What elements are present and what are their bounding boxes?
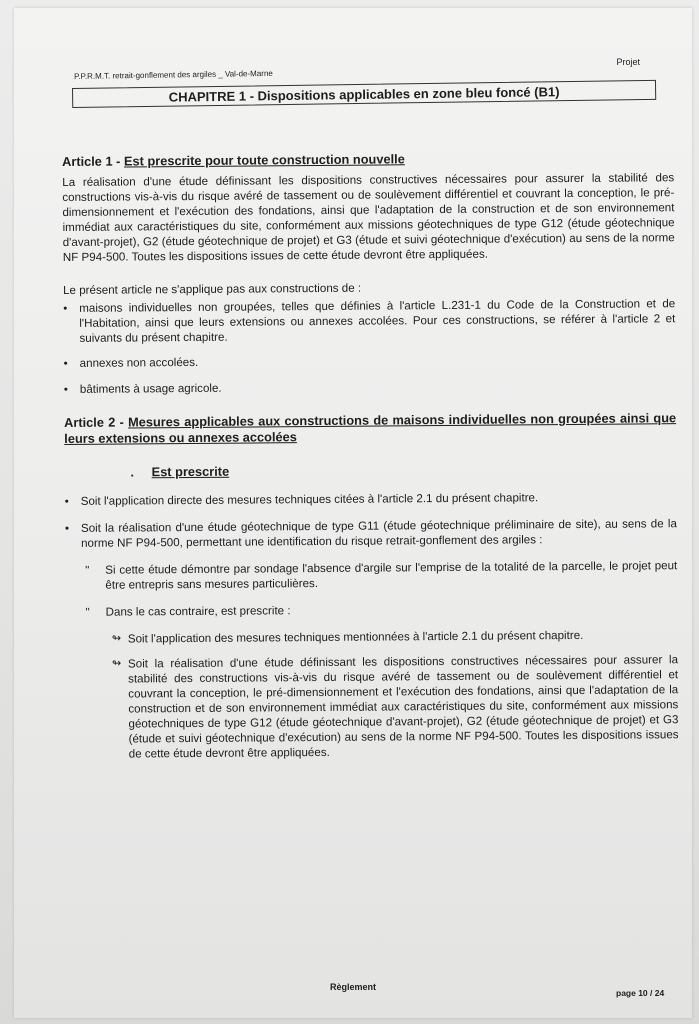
arrow-item-text: Soit la réalisation d'une étude définissant les dispositions constructives nécessaires pour assurer la stabilité des constructions vis-à-vis du risque avéré de tassement ou de soulèvement différentiel et couvrant la conception, le pré-dimensionnement et l'exécution des fondations, ainsi que l'adaptation de la construction et de son environnement immédiat aux caractéristiques du site, conformément aux missions géotechniques de type G12 (étude géotechnique d'avant-projet), G2 (étude géotechnique de projet) et G3 (étude et suivi géotechnique d'exécution) au sens de la norme NF P94-500. Toutes les dispositions issues de cette étude devront être appliquées.: [127, 653, 679, 761]
sub-item-text: Si cette étude démontre par sondage l'absence d'argile sur l'emprise de la totalité de la parcelle, le projet peut être entrepris sans mesures particulières.: [105, 559, 678, 592]
prescription-item: • Soit l'application directe des mesures techniques citées à l'article 2.1 du présent chapitre.: [65, 489, 677, 509]
article-2-number: Article 2 -: [64, 414, 124, 430]
arrow-icon: ↬: [111, 632, 122, 645]
exception-item: • maisons individuelles non groupées, telles que définies à l'article L.231-1 du Code de la Construction et de l'Habitation, ainsi que leurs extensions ou annexes accolées. Pour ces constructions, se référer à l'article 2 et suivants du présent chapitre.: [63, 296, 675, 346]
arrow-item: [112, 652, 679, 761]
sub-item: [85, 558, 677, 593]
article-2-title: Mesures applicables aux constructions de maisons individuelles non groupées ainsi que leurs extensions ou annexes accolées: [64, 410, 677, 446]
article-2-subheading: [64, 460, 676, 480]
sub-item-text: Dans le cas contraire, est prescrite :: [105, 604, 291, 619]
article-1-title: Est prescrite pour toute construction nouvelle: [123, 151, 405, 169]
exception-item: • bâtiments à usage agricole.: [64, 377, 676, 397]
article-2-heading: [64, 410, 676, 447]
article-1-paragraph: La réalisation d'une étude définissant les dispositions constructives nécessaires pour assurer la stabilité des constructions vis-à-vis du risque avéré de tassement ou de soulèvement différentiel et couvrant la conception, le pré-dimensionnement et l'exécution des fondations, ainsi que l'adaptation de la construction et de son environnement immédiat aux caractéristiques du site, conformément aux missions géotechniques de type G12 (étude géotechnique d'avant-projet), G2 (étude géotechnique de projet) et G3 (étude et suivi géotechnique d'exécution) au sens de la norme NF P94-500. Toutes les dispositions issues de cette étude devront être appliquées.: [62, 171, 675, 264]
page-number: page 10 / 24: [616, 988, 665, 998]
subheading-marker: .: [130, 464, 135, 480]
document-subtitle: P.P.R.M.T. retrait-gonflement des argiles _ Val-de-Marne: [74, 68, 273, 81]
chapter-title: CHAPITRE 1 - Dispositions applicables en zone bleu foncé (B1): [72, 80, 656, 108]
prescription-item: • Soit la réalisation d'une étude géotechnique de type G11 (étude géotechnique préliminaire de site), au sens de la norme NF P94-500, permettant une identification du risque retrait-gonflement des argiles :: [65, 516, 677, 551]
footer-section-label: Règlement: [330, 982, 377, 992]
article-1-heading: [62, 149, 674, 169]
article-1-number: Article 1 -: [62, 153, 121, 169]
project-label: Projet: [616, 57, 640, 67]
arrow-items: [86, 627, 679, 762]
arrow-item-text: Soit l'application des mesures techniques mentionnées à l'article 2.1 du présent chapitre.: [127, 628, 584, 646]
subheading-text: Est prescrite: [151, 463, 230, 480]
sub-item: [86, 600, 678, 620]
arrow-item: [112, 627, 678, 646]
quote-mark: ": [85, 605, 90, 619]
body-text: [62, 149, 679, 762]
quote-mark: ": [85, 563, 90, 577]
exceptions-intro: Le présent article ne s'applique pas aux constructions de :: [63, 281, 362, 297]
document-page: [14, 8, 692, 1018]
arrow-icon: ↬: [111, 657, 122, 670]
sub-items: [65, 558, 679, 762]
exception-item: • annexes non accolées.: [64, 351, 676, 371]
